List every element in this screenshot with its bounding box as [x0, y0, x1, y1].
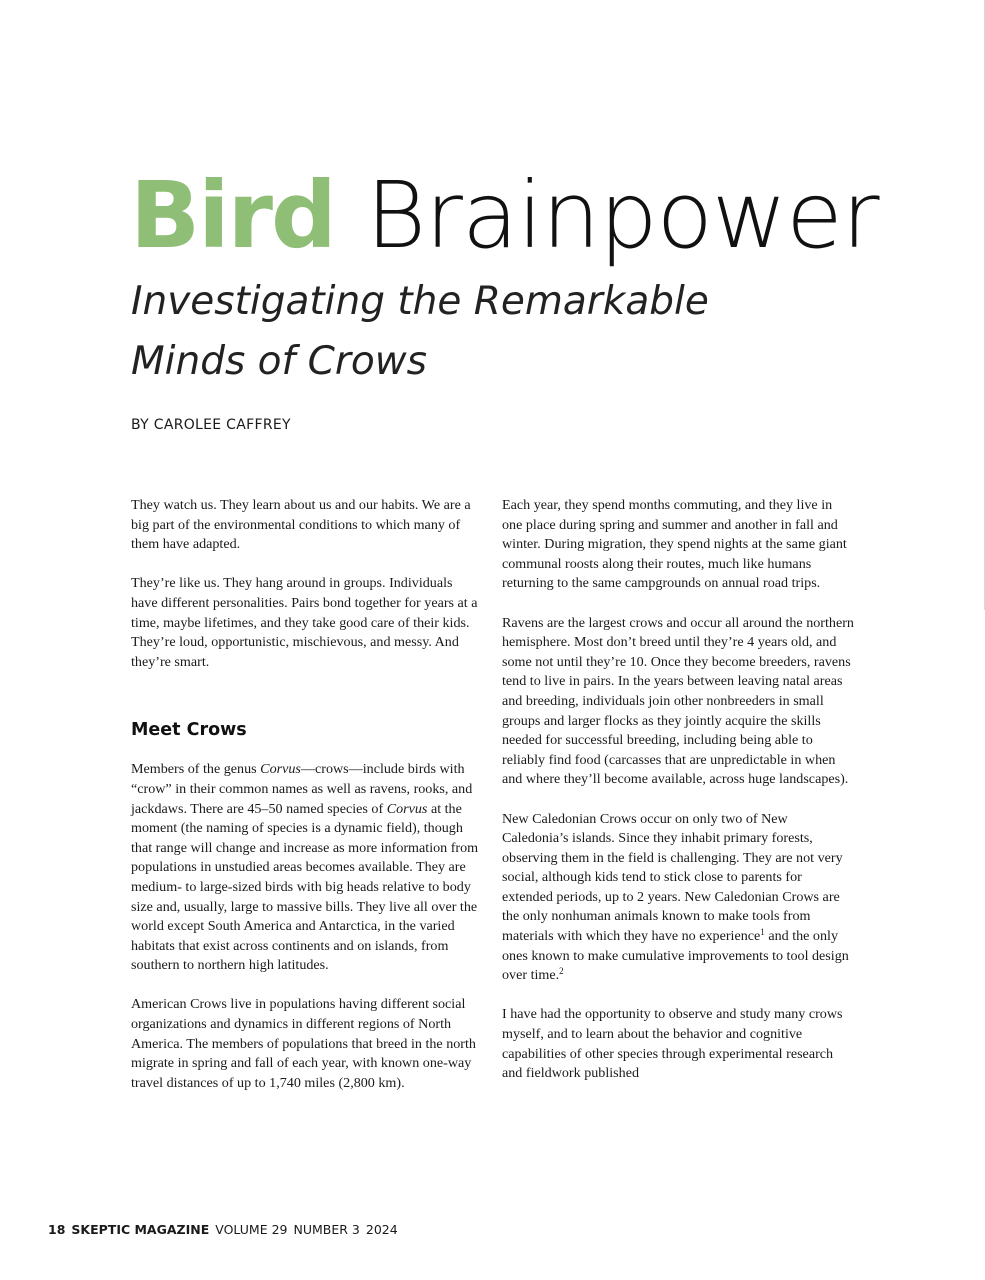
- paragraph: Ravens are the largest crows and occur all around the northern hemisphere. Most don’t breed until they’re 4 years old, and some not until they’re 10. Once they become breeders, ravens tend to live in pairs. In the years between leaving natal areas and breeding, individuals join other nonbreeders in small groups and larger flocks as they jointly acquire the skills needed for successful breeding, including being able to reliably find food (carcasses that are unpredictable in when and where they’ll become available, across huge landscapes).: [502, 614, 854, 788]
- text-run: and the only ones known to make cumulative improvements to tool design over time.: [502, 928, 849, 984]
- title-accent-word: Bird: [130, 162, 335, 269]
- section-heading: Meet Crows: [131, 720, 247, 741]
- paragraph: American Crows live in populations having different social organizations and dynamics in different regions of North America. The members of populations that breed in the north migrate in spring and fall of each year, with known one-way travel distances of up to 1,740 miles (2,800 km).: [131, 996, 476, 1091]
- article-subtitle: [131, 272, 851, 392]
- paragraph: [131, 760, 481, 976]
- subtitle-line-1: Investigating the Remarkable: [131, 279, 709, 324]
- genus-name: Corvus: [386, 800, 428, 817]
- issue-number: NUMBER 3: [293, 1222, 360, 1237]
- page-number: 18: [48, 1222, 66, 1237]
- footnote-ref: 1: [760, 927, 765, 938]
- paragraph: They’re like us. They hang around in groups. Individuals have different personalities. Pairs bond together for years at a time, maybe lifetimes, and they take good care of their kids. They’re loud, opportunistic, mischievous, and messy. And they’re smart.: [131, 575, 478, 670]
- subtitle-line-2: Minds of Crows: [131, 339, 428, 384]
- genus-name: Corvus: [260, 761, 301, 778]
- paragraph: [502, 810, 854, 986]
- page-footer: [48, 1222, 404, 1237]
- volume: VOLUME 29: [215, 1222, 288, 1237]
- title-main-word: Brainpower: [365, 162, 879, 269]
- text-run: New Caledonian Crows occur on only two of New Caledonia’s islands. Since they inhabit primary forests, observing them in the field is challenging. They are not very social, although kids tend to stick close to parents for extended periods, up to 2 years. New Caledonian Crows are the only nonhuman animals known to make tools from materials with which they have no experience: [502, 810, 843, 945]
- paragraph: They watch us. They learn about us and our habits. We are a big part of the environmental conditions to which many of them have adapted.: [131, 497, 471, 553]
- magazine-name: SKEPTIC MAGAZINE: [71, 1222, 210, 1237]
- year: 2024: [365, 1222, 398, 1237]
- paragraph: Each year, they spend months commuting, and they live in one place during spring and summer and another in fall and winter. During migration, they spend nights at the same giant communal roosts along their routes, much like humans returning to the same campgrounds on annual road trips.: [502, 497, 847, 592]
- article-title: [130, 160, 879, 272]
- text-run: Members of the genus: [131, 761, 261, 778]
- left-column: [131, 496, 481, 1113]
- text-run: at the moment (the naming of species is a dynamic field), though that range will change and increase as more information from populations in unstudied areas becomes available. They are medium- to large-sized birds with big heads relative to body size and, usually, large to massive bills. They live all over the world except South America and Antarctica, in the varied habitats that exist across continents and on islands, from southern to northern high latitudes.: [131, 800, 479, 974]
- paragraph: I have had the opportunity to observe and study many crows myself, and to learn about the behavior and cognitive capabilities of other species through experimental research and fieldwork published: [502, 1006, 843, 1082]
- footnote-ref: 2: [559, 966, 564, 977]
- text-run: —crows—include birds with “crow” in their common names as well as ravens, rooks, and jackdaws. There are 45–50 named species of: [131, 761, 473, 817]
- byline: BY CAROLEE CAFFREY: [131, 417, 291, 433]
- right-column: [502, 496, 854, 1103]
